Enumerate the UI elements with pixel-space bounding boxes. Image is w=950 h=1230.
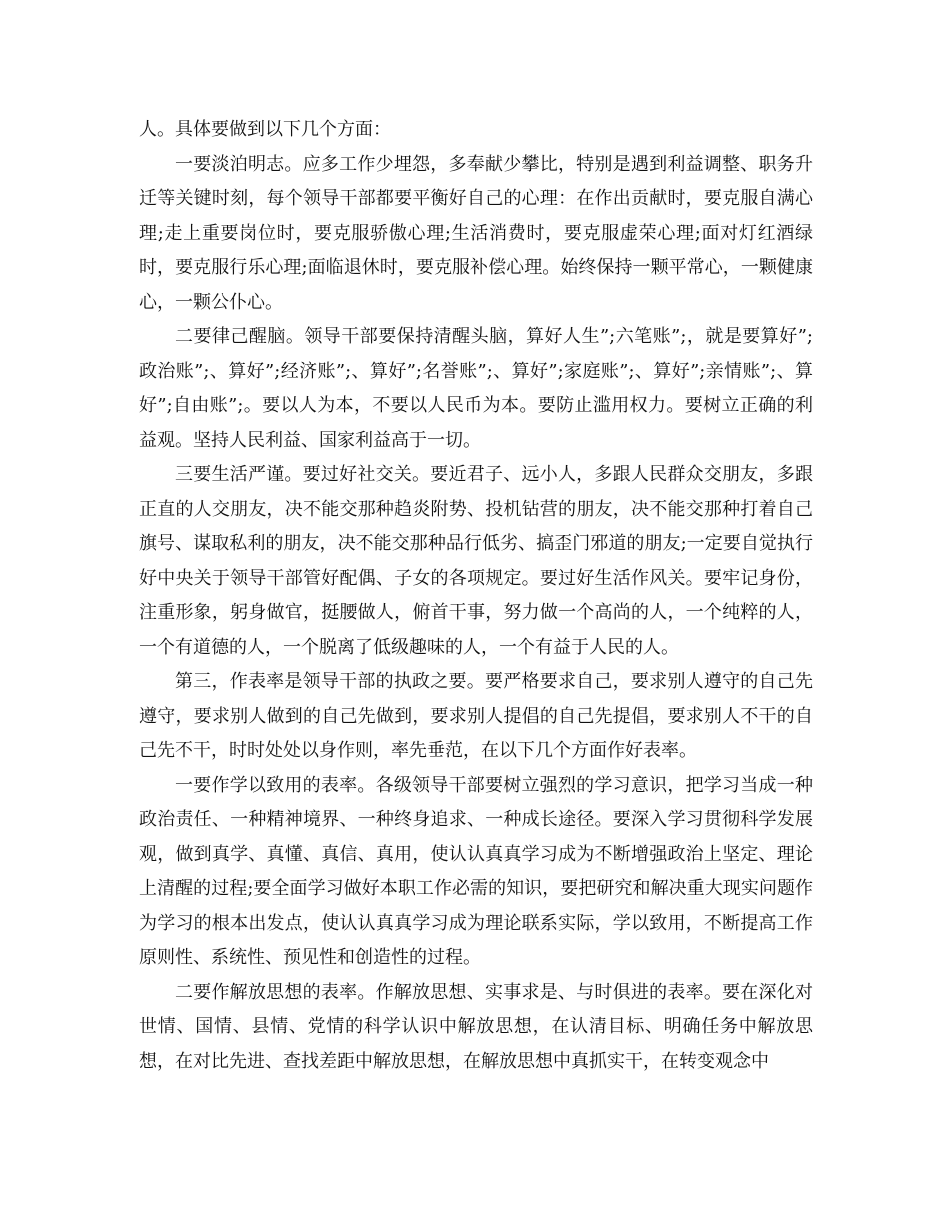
paragraph-4: 三要生活严谨。要过好社交关。要近君子、远小人，多跟人民群众交朋友，多跟正直的人交朋友，决不能交那种趋炎附势、投机钻营的朋友，决不能交那种打着自己旗号、谋取私利的朋友，决不能交那种品行低劣、搞歪门邪道的朋友;一定要自觉执行好中央关于领导干部管好配偶、子女的各项规定。要过好生活作风关。要牢记身份，注重形象，躬身做官，挺腰做人，俯首干事，努力做一个高尚的人，一个纯粹的人，一个有道德的人，一个脱离了低级趣味的人，一个有益于人民的人。 [139, 464, 813, 658]
paragraph-1: 人。具体要做到以下几个方面： [139, 119, 391, 140]
paragraph-2: 一要淡泊明志。应多工作少埋怨，多奉献少攀比，特别是遇到利益调整、职务升迁等关键时刻，每个领导干部都要平衡好自己的心理：在作出贡献时，要克服自满心理;走上重要岗位时，要克服骄傲心理;生活消费时，要克服虚荣心理;面对灯红酒绿时，要克服行乐心理;面临退休时，要克服补偿心理。始终保持一颗平常心，一颗健康心，一颗公仆心。 [139, 153, 813, 313]
paragraph-7: 二要作解放思想的表率。作解放思想、实事求是、与时俱进的表率。要在深化对世情、国情、县情、党情的科学认识中解放思想，在认清目标、明确任务中解放思想，在对比先进、查找差距中解放思想，在解放思想中真抓实干，在转变观念中 [139, 981, 813, 1072]
paragraph-6: 一要作学以致用的表率。各级领导干部要树立强烈的学习意识，把学习当成一种政治责任、一种精神境界、一种终身追求、一种成长途径。要深入学习贯彻科学发展观，做到真学、真懂、真信、真用，使认认真真学习成为不断增强政治上坚定、理论上清醒的过程;要全面学习做好本职工作必需的知识，要把研究和解决重大现实问题作为学习的根本出发点，使认认真真学习成为理论联系实际，学以致用，不断提高工作原则性、系统性、预见性和创造性的过程。 [139, 774, 813, 968]
document-body [139, 113, 813, 1079]
paragraph-5: 第三，作表率是领导干部的执政之要。要严格要求自己，要求别人遵守的自己先遵守，要求别人做到的自己先做到，要求别人提倡的自己先提倡，要求别人不干的自己先不干，时时处处以身作则，率先垂范，在以下几个方面作好表率。 [139, 671, 813, 761]
paragraph-3: 二要律己醒脑。领导干部要保持清醒头脑，算好人生”;六笔账”;，就是要算好”;政治账”;、算好”;经济账”;、算好”;名誉账”;、算好”;家庭账”;、算好”;亲情账”;、算好”;自由账”;。要以人为本，不要以人民币为本。要防止滥用权力。要树立正确的利益观。坚持人民利益、国家利益高于一切。 [139, 326, 813, 451]
